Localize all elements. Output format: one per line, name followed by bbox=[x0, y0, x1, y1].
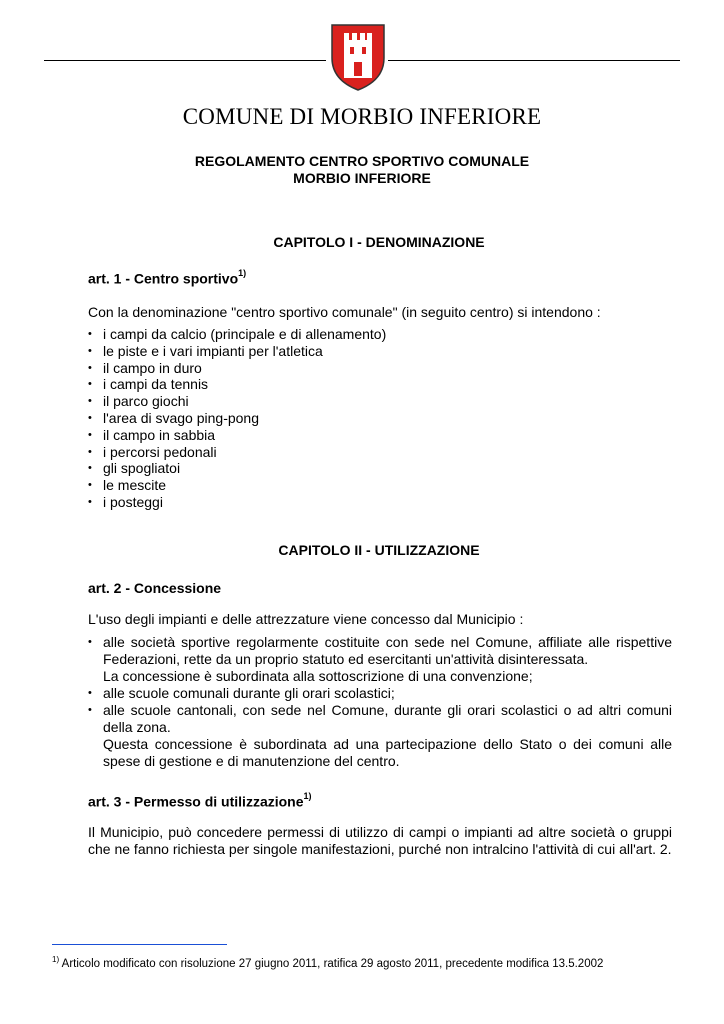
list-item: • i percorsi pedonali bbox=[88, 444, 672, 461]
chapter-1-heading: CAPITOLO I - DENOMINAZIONE bbox=[273, 234, 485, 250]
chapter-2-heading: CAPITOLO II - UTILIZZAZIONE bbox=[278, 542, 480, 558]
art-1-title: art. 1 - Centro sportivo bbox=[88, 270, 239, 287]
footnote-text: Articolo modificato con risoluzione 27 giugno 2011, ratifica 29 agosto 2011, precedente modifica 13.5.2002 bbox=[59, 957, 604, 970]
footnote-ref-1[interactable]: 1) bbox=[238, 268, 247, 278]
list-item bbox=[88, 685, 672, 702]
document-title-line2: MORBIO INFERIORE bbox=[293, 170, 431, 186]
art-2-list bbox=[88, 634, 672, 770]
art-2-item-3-continuation: Questa concessione è subordinata ad una partecipazione dello Stato o dei comuni alle spese di gestione e di manutenzione del centro. bbox=[103, 736, 672, 769]
list-item: • il parco giochi bbox=[88, 393, 672, 410]
header-rule-left bbox=[44, 60, 326, 61]
art-1-intro: Con la denominazione "centro sportivo comunale" (in seguito centro) si intendono : bbox=[88, 304, 601, 320]
footnote-mark: 1) bbox=[52, 955, 60, 964]
art-3-heading bbox=[88, 793, 312, 810]
list-item: • le piste e i vari impianti per l'atletica bbox=[88, 343, 672, 360]
art-2-item-1: alle società sportive regolarmente costituite con sede nel Comune, affiliate alle rispettive Federazioni, rette da un proprio statuto ed esercitanti un'attività disinteressata. bbox=[103, 634, 672, 667]
document-title bbox=[0, 153, 724, 187]
art-1-heading bbox=[88, 270, 246, 287]
header-rule-right bbox=[388, 60, 680, 61]
list-item: • gli spogliatoi bbox=[88, 460, 672, 477]
art-2-heading: art. 2 - Concessione bbox=[88, 580, 222, 596]
art-1-list bbox=[88, 326, 672, 511]
art-3-text: Il Municipio, può concedere permessi di utilizzo di campi o impianti ad altre società o gruppi che ne fanno richiesta per singole manifestazioni, purché non intralcino l'attività di cui all'art. 2. bbox=[88, 824, 672, 857]
list-item bbox=[88, 634, 672, 685]
art-2-item-3: alle scuole cantonali, con sede nel Comune, durante gli orari scolastici o ad altri comuni della zona. bbox=[103, 702, 672, 735]
footnote-separator bbox=[52, 944, 227, 945]
art-2-item-1-continuation: La concessione è subordinata alla sottoscrizione di una convenzione; bbox=[103, 668, 533, 684]
coat-of-arms-icon bbox=[329, 22, 387, 92]
art-2-intro: L'uso degli impianti e delle attrezzature viene concesso dal Municipio : bbox=[88, 611, 524, 627]
footnote bbox=[52, 955, 603, 970]
list-item bbox=[88, 702, 672, 770]
document-title-line1: REGOLAMENTO CENTRO SPORTIVO COMUNALE bbox=[194, 153, 530, 169]
list-item: • il campo in sabbia bbox=[88, 427, 672, 444]
list-item: • il campo in duro bbox=[88, 360, 672, 377]
list-item: • i campi da calcio (principale e di allenamento) bbox=[88, 326, 672, 343]
municipality-name: COMUNE DI MORBIO INFERIORE bbox=[182, 104, 542, 129]
footnote-ref-2[interactable]: 1) bbox=[303, 791, 312, 801]
list-item: • i campi da tennis bbox=[88, 376, 672, 393]
list-item: • i posteggi bbox=[88, 494, 672, 511]
list-item: • l'area di svago ping-pong bbox=[88, 410, 672, 427]
art-3-title: art. 3 - Permesso di utilizzazione bbox=[88, 793, 304, 810]
list-item: • le mescite bbox=[88, 477, 672, 494]
art-2-item-2: alle scuole comunali durante gli orari scolastici; bbox=[103, 685, 395, 701]
